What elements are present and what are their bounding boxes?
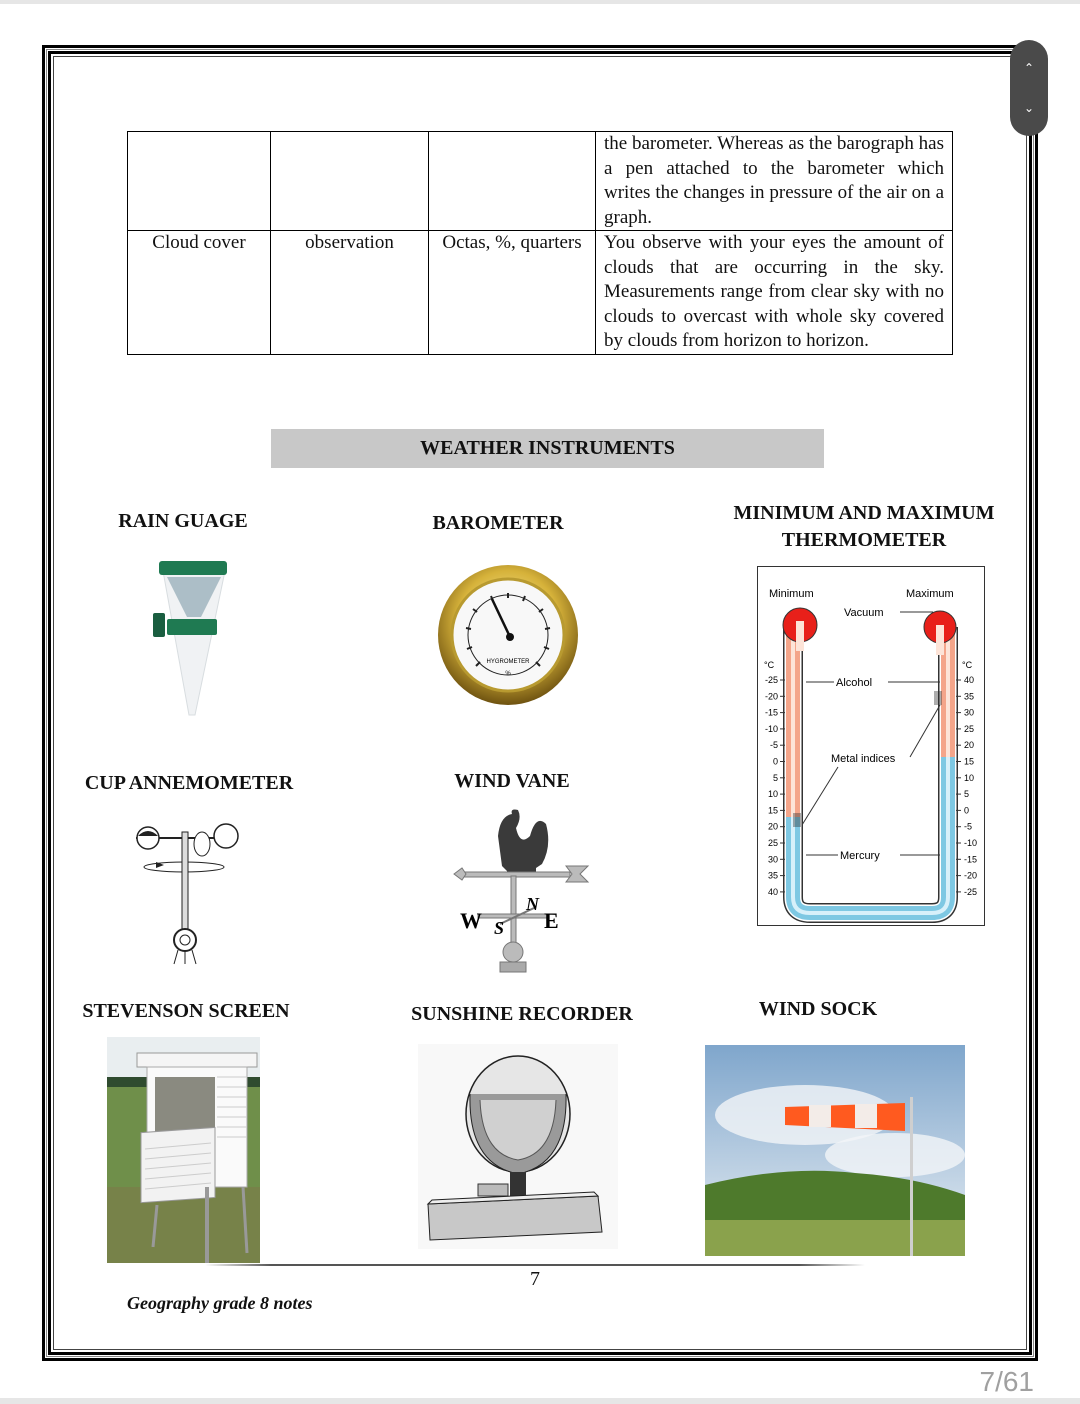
rain-gauge-label: RAIN GUAGE (118, 510, 248, 532)
metal-indices-label: Metal indices (831, 753, 896, 765)
chevron-down-icon[interactable]: ⌄ (1023, 101, 1035, 115)
mercury-label: Mercury (840, 850, 880, 862)
table-row (128, 132, 953, 231)
thermometer-image (757, 566, 985, 926)
table-cell-description: the barometer. Whereas as the barograph has a pen attached to the barometer which writes the changes in pressure of the air on a graph. (596, 132, 953, 231)
section-heading: WEATHER INSTRUMENTS (271, 429, 824, 468)
table-cell-element (128, 132, 271, 231)
dial-unit: % (505, 671, 511, 677)
scale-tick-label: 35 (964, 691, 975, 702)
scale-tick-label: 30 (767, 854, 778, 865)
scale-tick-label: 0 (772, 756, 778, 767)
left-unit: °C (764, 660, 775, 670)
east-letter: E (544, 908, 559, 933)
table-cell-description: You observe with your eyes the amount of clouds that are occurring in the sky. Measurements range from clear sky with no clouds to overcast with whole sky covered by clouds from horizon to horizon. (596, 231, 953, 355)
north-letter: N (526, 894, 539, 914)
weather-elements-table (127, 131, 953, 355)
scale-tick-label: 30 (964, 707, 975, 718)
west-letter: W (460, 908, 482, 933)
minimum-label: Minimum (769, 588, 814, 600)
scale-tick-label: 20 (964, 740, 975, 751)
scale-tick-label: -20 (764, 691, 778, 702)
page-indicator: 7/61 (979, 1366, 1034, 1397)
wind-vane-image (450, 806, 596, 974)
anemometer-image (128, 818, 244, 968)
right-unit: °C (962, 660, 973, 670)
table-cell-unit (429, 132, 596, 231)
scale-tick-label: 25 (964, 723, 975, 734)
scale-tick-label: 10 (767, 789, 778, 800)
table-cell-element: Cloud cover (128, 231, 271, 355)
scale-tick-label: 35 (767, 870, 778, 881)
footer-title: Geography grade 8 notes (127, 1293, 313, 1313)
scale-tick-label: -15 (764, 707, 778, 718)
viewer-top-edge (0, 0, 1080, 4)
scale-tick-label: 15 (767, 805, 778, 816)
wind-sock-label: WIND SOCK (758, 998, 878, 1020)
vacuum-label: Vacuum (844, 607, 884, 619)
sunshine-recorder-image (418, 1044, 618, 1249)
anemometer-label: CUP ANNEMOMETER (84, 772, 294, 794)
dial-label: HYGROMETER (486, 659, 530, 665)
scale-tick-label: 0 (964, 805, 970, 816)
scale-tick-label: -15 (964, 854, 978, 865)
scale-tick-label: 40 (767, 886, 778, 897)
table-row (128, 231, 953, 355)
wind-sock-image (705, 1045, 965, 1256)
scale-tick-label: 5 (772, 772, 778, 783)
stevenson-screen-image (107, 1037, 260, 1263)
chevron-up-icon[interactable]: ⌃ (1023, 61, 1035, 75)
barometer-image (436, 563, 580, 707)
scale-tick-label: 25 (767, 838, 778, 848)
left-scale (765, 675, 785, 897)
scale-tick-label: -20 (964, 870, 978, 881)
thermometer-label-line1: MINIMUM AND MAXIMUM (733, 502, 995, 524)
scale-tick-label: -10 (764, 723, 778, 734)
footer-rule (205, 1264, 865, 1266)
scale-tick-label: 5 (964, 789, 970, 800)
table-cell-method (271, 132, 429, 231)
page-scroll-control[interactable] (1010, 40, 1048, 136)
scale-tick-label: 10 (964, 772, 975, 783)
page-number: 7 (530, 1268, 540, 1290)
viewer-bottom-edge (0, 1398, 1080, 1404)
thermometer-label-line2: THERMOMETER (781, 529, 947, 551)
scale-tick-label: -25 (964, 886, 978, 897)
scale-tick-label: 40 (964, 675, 975, 685)
alcohol-label: Alcohol (836, 677, 873, 689)
scale-tick-label: 20 (767, 821, 778, 832)
table-cell-unit: Octas, %, quarters (429, 231, 596, 355)
maximum-label: Maximum (906, 588, 954, 600)
wind-vane-label: WIND VANE (454, 770, 570, 792)
stevenson-screen-label: STEVENSON SCREEN (82, 1000, 290, 1022)
scale-tick-label: -25 (764, 675, 778, 685)
south-letter: S (494, 918, 505, 938)
scale-tick-label: -5 (964, 821, 973, 832)
barometer-label: BAROMETER (432, 512, 564, 534)
table-cell-method: observation (271, 231, 429, 355)
rain-gauge-image (145, 555, 235, 720)
right-scale (956, 675, 977, 897)
scale-tick-label: -5 (769, 740, 778, 751)
scale-tick-label: 15 (964, 756, 975, 767)
scale-tick-label: -10 (964, 838, 978, 848)
sunshine-recorder-label: SUNSHINE RECORDER (411, 1003, 633, 1025)
